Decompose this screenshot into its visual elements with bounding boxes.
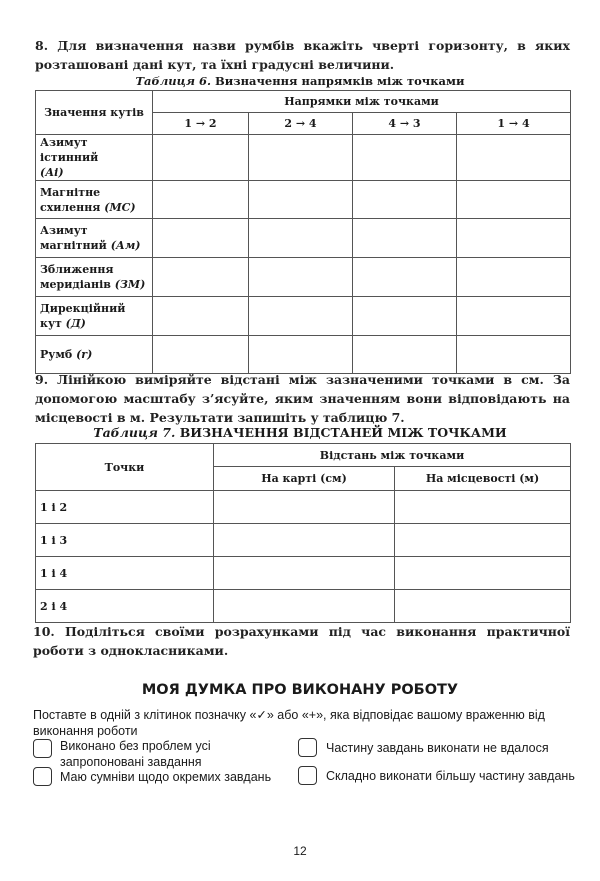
table-cell[interactable] bbox=[153, 181, 249, 219]
table-cell[interactable] bbox=[249, 135, 353, 181]
table-7 bbox=[35, 443, 571, 623]
table-cell[interactable] bbox=[249, 219, 353, 258]
option-checkbox[interactable] bbox=[298, 738, 317, 757]
table-7-caption-title: ВИЗНАЧЕННЯ ВІДСТАНЕЙ МІЖ ТОЧКАМИ bbox=[175, 425, 507, 440]
table-cell[interactable] bbox=[249, 336, 353, 374]
reflection-title: МОЯ ДУМКА ПРО ВИКОНАНУ РОБОТУ bbox=[141, 682, 459, 698]
table-7-group-header: Відстань між точками bbox=[214, 444, 571, 467]
table-row bbox=[36, 524, 571, 557]
page-number: 12 bbox=[293, 844, 307, 858]
table-cell[interactable] bbox=[395, 524, 571, 557]
table-cell[interactable] bbox=[153, 135, 249, 181]
table-cell[interactable] bbox=[353, 336, 457, 374]
row-label: Румб (r) bbox=[36, 336, 153, 374]
table-6-caption bbox=[0, 74, 600, 88]
row-label: 1 і 2 bbox=[36, 491, 214, 524]
table-cell[interactable] bbox=[214, 590, 395, 623]
row-label: Зближення меридіанів (ЗМ) bbox=[36, 258, 153, 297]
table-cell[interactable] bbox=[457, 135, 571, 181]
row-label: Азимут істинний (Аі) bbox=[36, 135, 153, 181]
table-row bbox=[36, 219, 571, 258]
table-row bbox=[36, 297, 571, 336]
table-cell[interactable] bbox=[249, 297, 353, 336]
table-cell[interactable] bbox=[457, 219, 571, 258]
table-cell[interactable] bbox=[457, 258, 571, 297]
table-cell[interactable] bbox=[249, 181, 353, 219]
table-cell[interactable] bbox=[249, 258, 353, 297]
task-9-number: 9. bbox=[35, 372, 49, 387]
option-checkbox[interactable] bbox=[33, 739, 52, 758]
row-label: Магнітне схилення (МС) bbox=[36, 181, 153, 219]
table-7-caption bbox=[0, 425, 600, 440]
table-7-col-ground: На місцевості (м) bbox=[395, 467, 571, 491]
table-cell[interactable] bbox=[457, 181, 571, 219]
table-7-points-header: Точки bbox=[36, 444, 214, 491]
table-cell[interactable] bbox=[153, 336, 249, 374]
row-label: 1 і 3 bbox=[36, 524, 214, 557]
table-cell[interactable] bbox=[395, 590, 571, 623]
table-cell[interactable] bbox=[353, 181, 457, 219]
table-6-col-header: 1 → 4 bbox=[457, 113, 571, 135]
row-label: 2 і 4 bbox=[36, 590, 214, 623]
table-row bbox=[36, 181, 571, 219]
task-8 bbox=[35, 36, 570, 74]
table-cell[interactable] bbox=[353, 297, 457, 336]
task-9-text: Лінійкою виміряйте відстані між зазначеними точками в см. За допомогою масштабу з’ясуйте, яким значенням вони відповідають на місцевості в м. Результати запишіть у таблицю 7. bbox=[35, 372, 570, 425]
task-10-text: Поділіться своїми розрахунками під час виконання практичної роботи з однокласниками. bbox=[33, 624, 570, 658]
table-cell[interactable] bbox=[153, 219, 249, 258]
task-10-number: 10. bbox=[33, 624, 55, 639]
option-checkbox[interactable] bbox=[33, 767, 52, 786]
table-cell[interactable] bbox=[457, 297, 571, 336]
table-6-caption-title: Визначення напрямків між точками bbox=[211, 74, 465, 88]
option-label: Виконано без проблем усі запропоновані завдання bbox=[60, 739, 211, 769]
row-label: Азимут магнітний (Ам) bbox=[36, 219, 153, 258]
table-cell[interactable] bbox=[153, 297, 249, 336]
table-6-caption-label: Таблиця 6. bbox=[135, 74, 211, 88]
table-row bbox=[36, 557, 571, 590]
table-7-caption-label: Таблиця 7. bbox=[93, 425, 176, 440]
task-8-number: 8. bbox=[35, 38, 49, 53]
table-row bbox=[36, 491, 571, 524]
reflection-instruction: Поставте в одній з клітинок позначку «✓» або «+», яка відповідає вашому враженню від виконання роботи bbox=[33, 708, 545, 738]
table-cell[interactable] bbox=[457, 336, 571, 374]
table-6 bbox=[35, 90, 571, 374]
row-label: 1 і 4 bbox=[36, 557, 214, 590]
table-6-group-header: Напрямки між точками bbox=[153, 91, 571, 113]
table-row bbox=[36, 258, 571, 297]
option-label: Частину завдань виконати не вдалося bbox=[326, 741, 549, 755]
table-7-col-map: На карті (см) bbox=[214, 467, 395, 491]
table-cell[interactable] bbox=[395, 491, 571, 524]
table-row bbox=[36, 590, 571, 623]
task-9 bbox=[35, 370, 570, 427]
table-6-col-header: 2 → 4 bbox=[249, 113, 353, 135]
table-cell[interactable] bbox=[214, 524, 395, 557]
table-row bbox=[36, 135, 571, 181]
table-row bbox=[36, 336, 571, 374]
table-cell[interactable] bbox=[395, 557, 571, 590]
row-label: Дирекційний кут (Д) bbox=[36, 297, 153, 336]
table-cell[interactable] bbox=[353, 258, 457, 297]
table-6-col-header: 4 → 3 bbox=[353, 113, 457, 135]
task-10 bbox=[33, 622, 570, 660]
table-6-col-header: 1 → 2 bbox=[153, 113, 249, 135]
table-cell[interactable] bbox=[214, 491, 395, 524]
table-cell[interactable] bbox=[353, 135, 457, 181]
option-label: Маю сумніви щодо окремих завдань bbox=[60, 770, 272, 784]
table-cell[interactable] bbox=[153, 258, 249, 297]
table-6-corner-header: Значення кутів bbox=[36, 91, 153, 135]
table-cell[interactable] bbox=[353, 219, 457, 258]
table-cell[interactable] bbox=[214, 557, 395, 590]
task-8-text: Для визначення назви румбів вкажіть чверті горизонту, в яких розташовані дані кут, та їхні градусні величини. bbox=[35, 38, 570, 72]
option-checkbox[interactable] bbox=[298, 766, 317, 785]
option-label: Складно виконати більшу частину завдань bbox=[326, 769, 575, 783]
